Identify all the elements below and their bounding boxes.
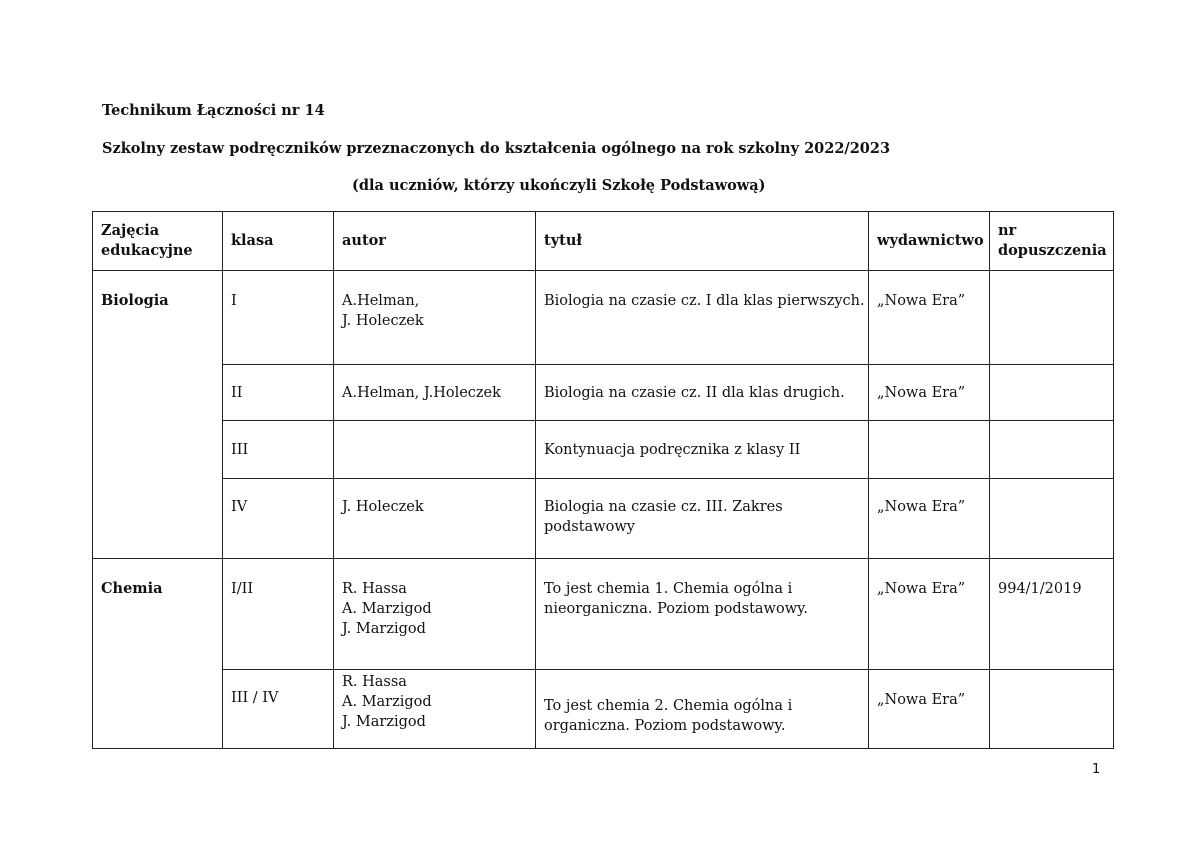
author-cell: A.Helman, J.Holeczek [334, 365, 536, 421]
title-cell: Biologia na czasie cz. III. Zakres podstawowy [536, 479, 869, 559]
column-header-class: klasa [223, 212, 334, 271]
approval-cell: 994/1/2019 [990, 559, 1114, 670]
publisher-cell: „Nowa Era” [869, 559, 990, 670]
table-row [93, 271, 1114, 365]
title-cell: Biologia na czasie cz. II dla klas drugich. [536, 365, 869, 421]
title-cell: Kontynuacja podręcznika z klasy II [536, 421, 869, 479]
table-row [93, 479, 1114, 559]
approval-cell [990, 670, 1114, 749]
title-cell: To jest chemia 2. Chemia ogólna i organiczna. Poziom podstawowy. [536, 670, 869, 749]
approval-cell [990, 479, 1114, 559]
subject-cell-chemia: Chemia [93, 559, 223, 749]
table-row [93, 421, 1114, 479]
page-number: 1 [1092, 762, 1101, 777]
column-header-subject: Zajęcia edukacyjne [93, 212, 223, 271]
column-header-approval-number: nr dopuszczenia [990, 212, 1114, 271]
class-cell: III [223, 421, 334, 479]
textbook-table [92, 211, 1114, 749]
document-subtitle: (dla uczniów, którzy ukończyli Szkołę Podstawową) [352, 177, 766, 194]
approval-cell [990, 365, 1114, 421]
class-cell: I [223, 271, 334, 365]
table-row [93, 365, 1114, 421]
approval-cell [990, 271, 1114, 365]
publisher-cell: „Nowa Era” [869, 365, 990, 421]
class-cell: II [223, 365, 334, 421]
school-name: Technikum Łączności nr 14 [102, 102, 325, 119]
table-row [93, 670, 1114, 749]
document-title: Szkolny zestaw podręczników przeznaczonych do kształcenia ogólnego na rok szkolny 2022/2023 [102, 140, 891, 157]
column-header-publisher: wydawnictwo [869, 212, 990, 271]
table-header-row [93, 212, 1114, 271]
publisher-cell: „Nowa Era” [869, 271, 990, 365]
class-cell: III / IV [223, 670, 334, 749]
title-cell: To jest chemia 1. Chemia ogólna i nieorganiczna. Poziom podstawowy. [536, 559, 869, 670]
class-cell: I/II [223, 559, 334, 670]
table-row [93, 559, 1114, 670]
column-header-author: autor [334, 212, 536, 271]
publisher-cell: „Nowa Era” [869, 670, 990, 749]
class-cell: IV [223, 479, 334, 559]
author-cell: R. Hassa A. Marzigod J. Marzigod [334, 670, 536, 749]
subject-cell-biologia: Biologia [93, 271, 223, 559]
author-cell: A.Helman, J. Holeczek [334, 271, 536, 365]
author-cell: J. Holeczek [334, 479, 536, 559]
title-cell: Biologia na czasie cz. I dla klas pierwszych. [536, 271, 869, 365]
approval-cell [990, 421, 1114, 479]
column-header-title: tytuł [536, 212, 869, 271]
author-cell: R. Hassa A. Marzigod J. Marzigod [334, 559, 536, 670]
author-cell [334, 421, 536, 479]
publisher-cell: „Nowa Era” [869, 479, 990, 559]
publisher-cell [869, 421, 990, 479]
